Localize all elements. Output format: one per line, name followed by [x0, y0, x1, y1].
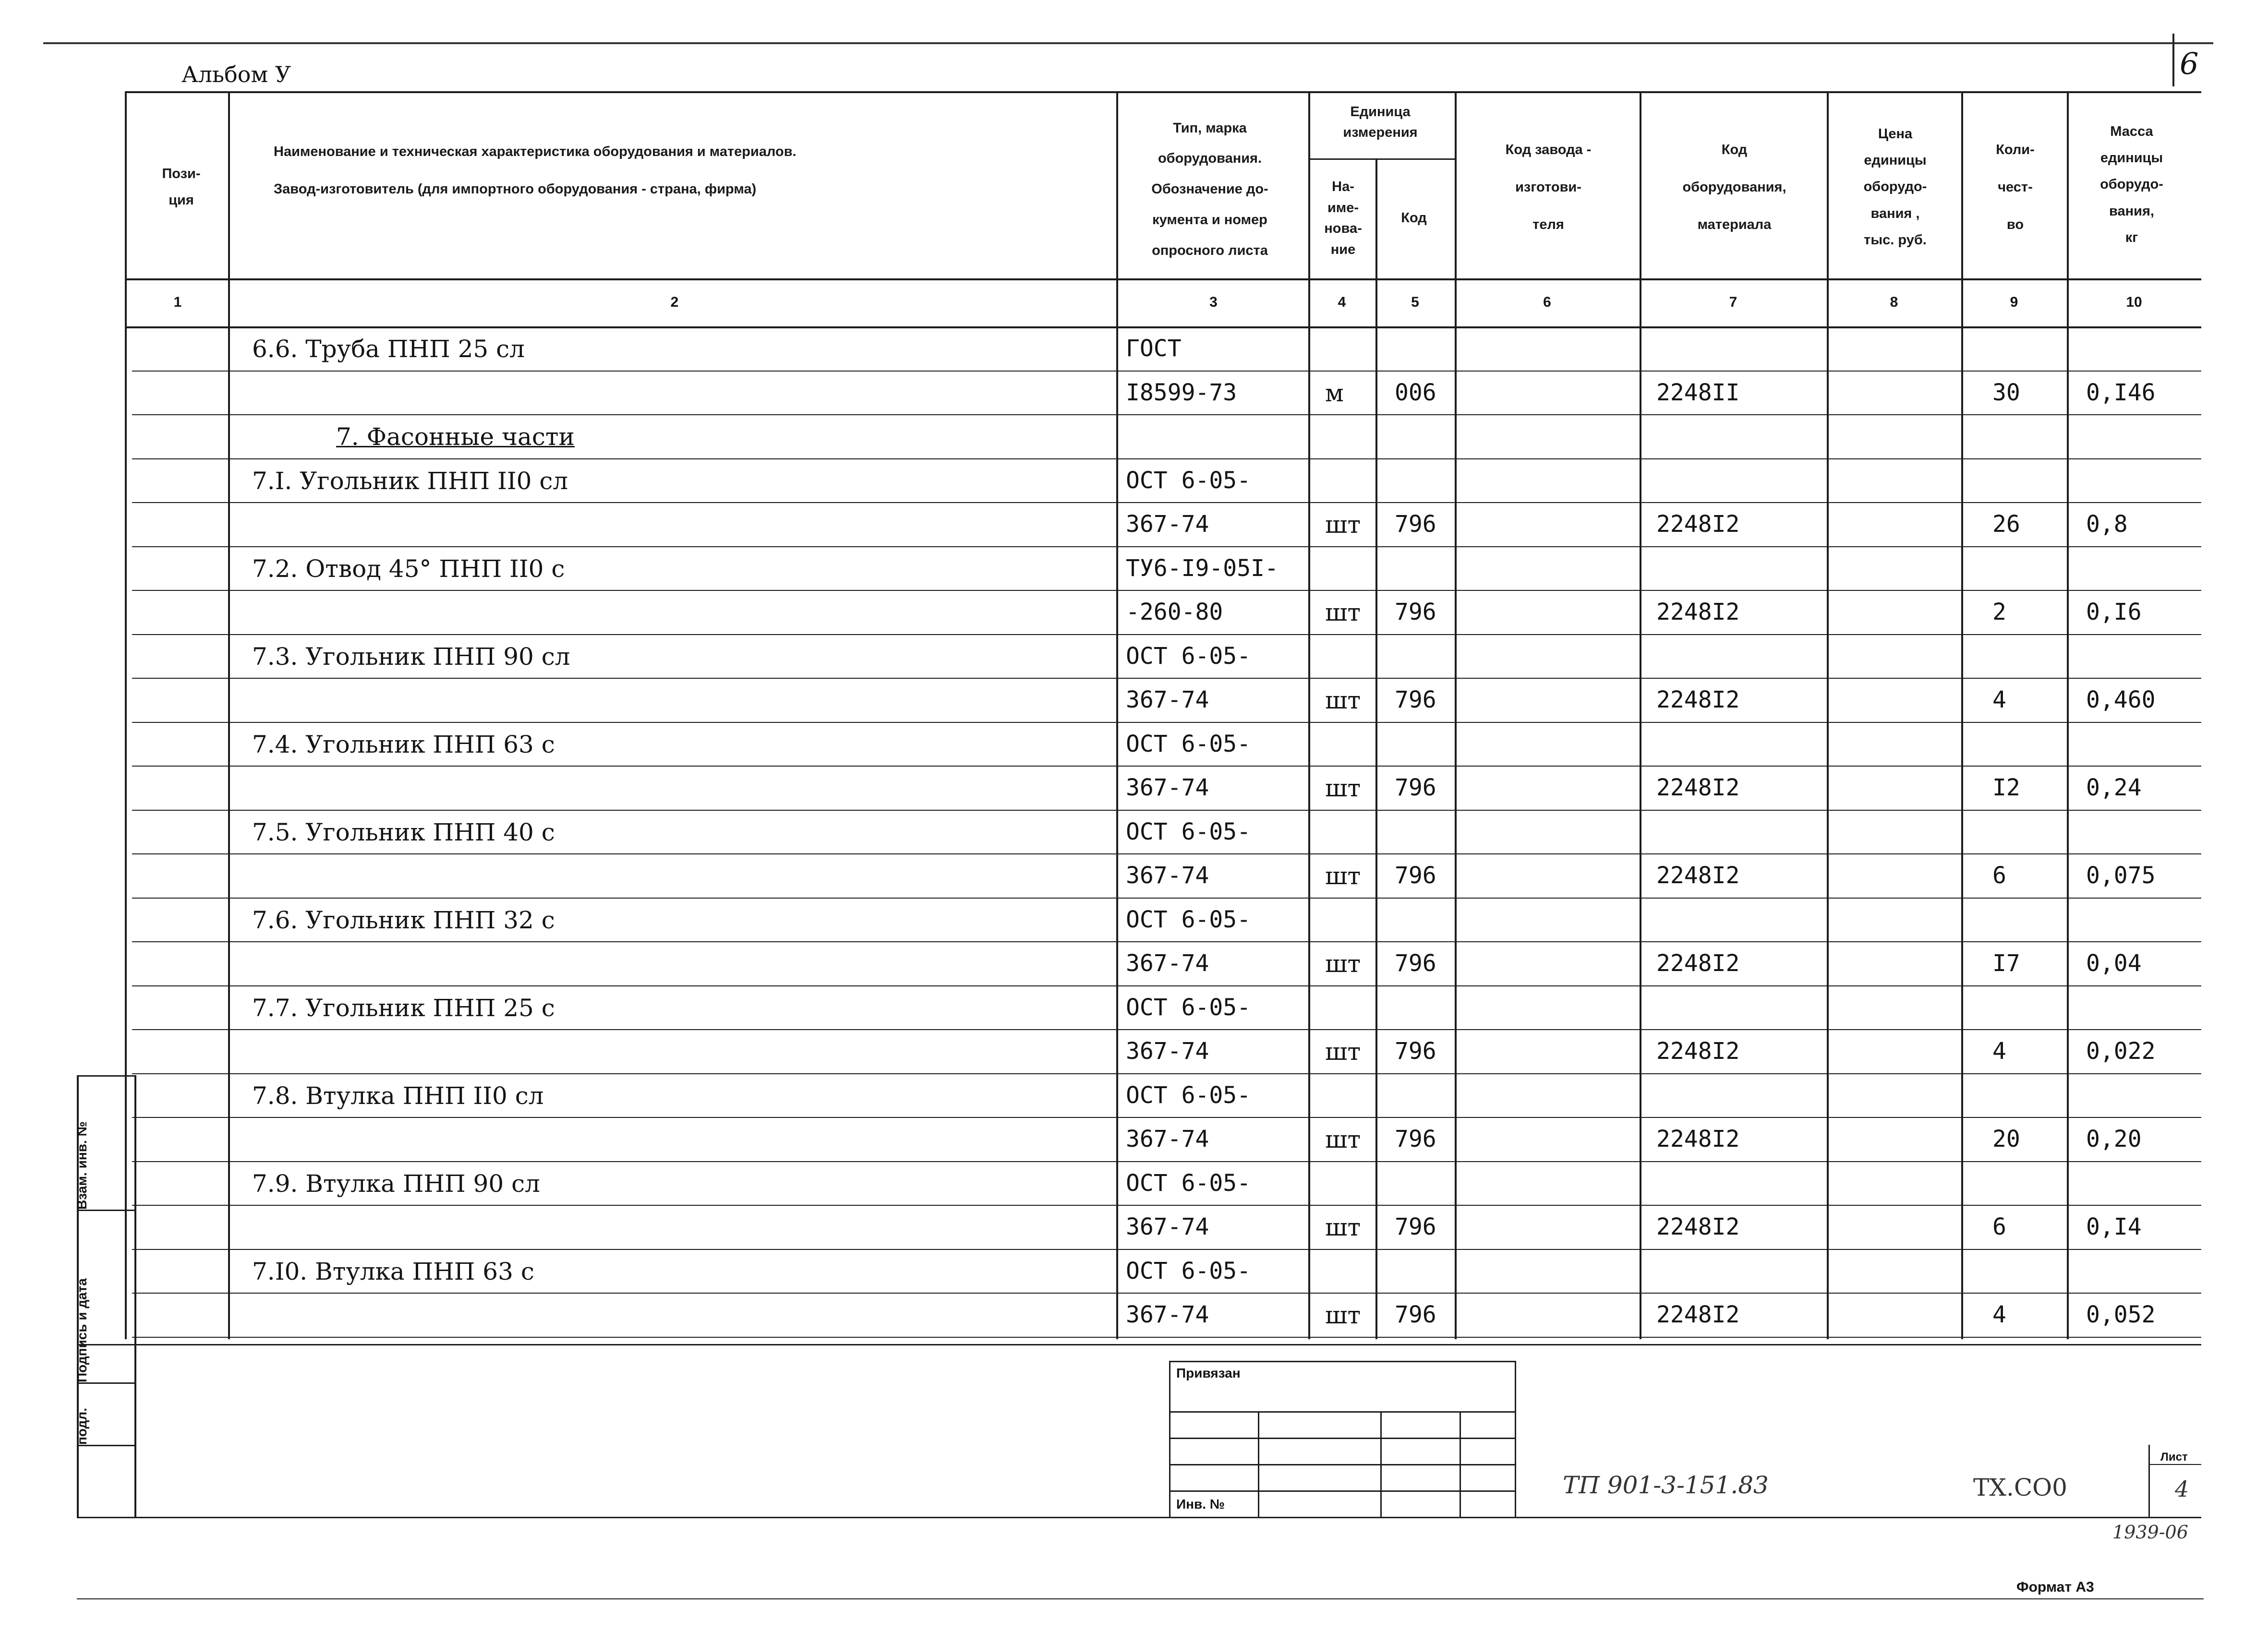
document-ref: ОСТ 6-05- [1126, 818, 1251, 845]
unit-mass: 0,I6 [2086, 599, 2142, 625]
format-line [77, 1598, 2204, 1599]
row-divider [132, 590, 2201, 591]
stamp-right [1515, 1361, 1516, 1517]
column-divider-mass [2067, 91, 2069, 1339]
unit-code: 796 [1395, 511, 1436, 538]
item-name: 7.9. Втулка ПНП 90 сл [252, 1170, 540, 1198]
column-number-1: 1 [173, 294, 182, 310]
unit-code: 796 [1395, 599, 1436, 625]
quantity: 26 [1992, 511, 2020, 538]
unit-mass: 0,460 [2086, 686, 2156, 713]
document-ref: 367-74 [1126, 511, 1209, 538]
document-ref: -260-80 [1126, 599, 1223, 625]
side-strip-right-edge [134, 1075, 136, 1517]
unit-name: шт [1325, 950, 1361, 978]
quantity: I2 [1992, 774, 2020, 801]
unit-name: м [1325, 379, 1344, 407]
unit-mass: 0,20 [2086, 1126, 2142, 1152]
row-divider [132, 1293, 2201, 1294]
row-divider [132, 1029, 2201, 1030]
side-label-podl: подл. [74, 1408, 89, 1445]
side-label-vzam: Взам. инв. № [74, 1121, 89, 1210]
row-divider [132, 1337, 2201, 1338]
unit-name: шт [1325, 686, 1361, 714]
column-number-4: 4 [1338, 294, 1346, 310]
equipment-code: 2248I2 [1656, 1038, 1740, 1065]
unit-code: 796 [1395, 774, 1436, 801]
row-divider [132, 678, 2201, 679]
column-divider-equip-code [1640, 91, 1641, 1339]
side-label-podpis: Подпись и дата [74, 1278, 89, 1382]
page-corner-number: 6 [2180, 46, 2199, 81]
column-number-6: 6 [1543, 294, 1551, 310]
document-ref: ОСТ 6-05- [1126, 1082, 1251, 1109]
unit-name: шт [1325, 511, 1361, 539]
quantity: 20 [1992, 1126, 2020, 1152]
unit-name: шт [1325, 1301, 1361, 1329]
header-position: Пози- ция [162, 166, 201, 208]
unit-code: 796 [1395, 1038, 1436, 1065]
item-name: 7.2. Отвод 45° ПНП II0 с [252, 555, 565, 583]
section-title: 7. Фасонные части [336, 423, 575, 451]
stamp-line-4 [1169, 1490, 1515, 1492]
header-unit-name: На- име- нова- ние [1324, 179, 1362, 257]
document-ref: 367-74 [1126, 1126, 1209, 1152]
item-name: 7.3. Угольник ПНП 90 сл [252, 643, 570, 671]
document-ref: ОСТ 6-05- [1126, 1170, 1251, 1197]
column-divider-unit-code [1375, 158, 1377, 1339]
column-number-3: 3 [1209, 294, 1218, 310]
row-divider [132, 853, 2201, 854]
header-bottom-border [125, 278, 2201, 280]
body-bottom-line [77, 1344, 2201, 1345]
unit-code: 796 [1395, 950, 1436, 977]
item-name: 7.I. Угольник ПНП II0 сл [252, 467, 568, 495]
unit-code: 796 [1395, 1213, 1436, 1240]
sheet-box-divider [2148, 1464, 2201, 1465]
row-divider [132, 1161, 2201, 1162]
unit-name: шт [1325, 1038, 1361, 1066]
side-strip-divider-3 [77, 1445, 134, 1446]
document-ref: 367-74 [1126, 686, 1209, 713]
document-code: ТП 901-3-151.83 [1563, 1471, 1769, 1499]
archive-number: 1939-06 [2112, 1522, 2188, 1543]
unit-mass: 0,075 [2086, 862, 2156, 889]
document-ref: 367-74 [1126, 1213, 1209, 1240]
column-divider-qty [1961, 91, 1963, 1339]
item-name: 7.I0. Втулка ПНП 63 с [252, 1258, 534, 1285]
column-divider-type [1116, 91, 1118, 1339]
unit-code: 796 [1395, 686, 1436, 713]
header-name: Наименование и техническая характеристика оборудования и материалов. Завод-изготовитель (для импортного оборудования - страна, фирма) [274, 144, 796, 197]
document-ref: ОСТ 6-05- [1126, 1258, 1251, 1284]
document-ref: ГОСТ [1126, 335, 1182, 362]
unit-code: 006 [1395, 379, 1436, 406]
equipment-code: 2248I2 [1656, 511, 1740, 538]
document-ref: ОСТ 6-05- [1126, 467, 1251, 494]
header-unit: Единица измерения [1343, 104, 1418, 140]
item-name: 7.7. Угольник ПНП 25 с [252, 994, 555, 1022]
table-top-border [125, 91, 2201, 93]
header-equipment-code: Код оборудования, материала [1682, 142, 1786, 233]
unit-name: шт [1325, 1126, 1361, 1153]
stamp-top [1169, 1361, 1515, 1362]
unit-code: 796 [1395, 862, 1436, 889]
row-divider [132, 502, 2201, 503]
column-number-8: 8 [1890, 294, 1898, 310]
quantity: 4 [1992, 1038, 2006, 1065]
equipment-code: 2248I2 [1656, 1126, 1740, 1152]
unit-mass: 0,052 [2086, 1301, 2156, 1328]
side-strip-divider-1 [77, 1210, 134, 1211]
row-divider [132, 1205, 2201, 1206]
row-divider [132, 414, 2201, 415]
equipment-code: 2248I2 [1656, 862, 1740, 889]
header-mass: Масса единицы оборудо- вания, кг [2100, 124, 2163, 245]
equipment-code: 2248I2 [1656, 599, 1740, 625]
unit-mass: 0,I4 [2086, 1213, 2142, 1240]
stamp-col-1 [1258, 1411, 1259, 1517]
format-label: Формат А3 [2016, 1579, 2094, 1595]
document-ref: ОСТ 6-05- [1126, 906, 1251, 933]
column-number-7: 7 [1729, 294, 1737, 310]
column-divider-unit-name [1308, 91, 1310, 1339]
column-divider-price [1827, 91, 1829, 1339]
equipment-code: 2248I2 [1656, 1301, 1740, 1328]
unit-name: шт [1325, 599, 1361, 626]
unit-mass: 0,022 [2086, 1038, 2156, 1065]
quantity: 6 [1992, 1213, 2006, 1240]
row-divider [132, 722, 2201, 723]
album-label: Альбом У [181, 61, 291, 87]
header-plant-code: Код завода - изготови- теля [1505, 142, 1592, 233]
sheet-number: 4 [2175, 1476, 2189, 1502]
equipment-code: 2248I2 [1656, 1213, 1740, 1240]
stamp-line-3 [1169, 1464, 1515, 1465]
unit-mass: 0,24 [2086, 774, 2142, 801]
row-divider [132, 371, 2201, 372]
item-name: 7.5. Угольник ПНП 40 с [252, 818, 555, 846]
unit-mass: 0,I46 [2086, 379, 2156, 406]
column-number-9: 9 [2010, 294, 2018, 310]
equipment-code: 2248I2 [1656, 774, 1740, 801]
side-strip-divider-2 [77, 1382, 134, 1384]
row-divider [132, 1117, 2201, 1118]
equipment-code: 2248II [1656, 379, 1740, 406]
document-ref: ОСТ 6-05- [1126, 643, 1251, 670]
row-divider [132, 766, 2201, 767]
header-price: Цена единицы оборудо- вания , тыс. руб. [1863, 126, 1927, 248]
stamp-inv-no: Инв. № [1176, 1497, 1225, 1512]
header-unit-code: Код [1401, 210, 1427, 226]
document-ref: 367-74 [1126, 1301, 1209, 1328]
quantity: 4 [1992, 686, 2006, 713]
unit-name: шт [1325, 1213, 1361, 1241]
stamp-line-2 [1169, 1438, 1515, 1439]
document-ref: 367-74 [1126, 774, 1209, 801]
header-quantity: Коли- чест- во [1996, 142, 2035, 233]
sheet-label: Лист [2160, 1451, 2188, 1464]
quantity: 4 [1992, 1301, 2006, 1328]
document-ref: ОСТ 6-05- [1126, 731, 1251, 757]
item-name: 7.6. Угольник ПНП 32 с [252, 906, 555, 934]
column-divider-plant-code [1455, 91, 1457, 1339]
row-divider [132, 326, 2201, 327]
unit-mass: 0,04 [2086, 950, 2142, 977]
column-number-5: 5 [1411, 294, 1419, 310]
stamp-left [1169, 1361, 1170, 1517]
item-name: 7.4. Угольник ПНП 63 с [252, 731, 555, 758]
side-strip-top [77, 1075, 134, 1077]
row-divider [132, 1073, 2201, 1074]
stamp-privyazan: Привязан [1176, 1366, 1241, 1380]
equipment-code: 2248I2 [1656, 686, 1740, 713]
item-name: 7.8. Втулка ПНП II0 сл [252, 1082, 544, 1110]
unit-mass: 0,8 [2086, 511, 2128, 538]
quantity: 30 [1992, 379, 2020, 406]
unit-subheader-line [1308, 158, 1455, 160]
unit-name: шт [1325, 862, 1361, 890]
document-ref: 367-74 [1126, 862, 1209, 889]
row-divider [132, 810, 2201, 811]
sheet-top-line [43, 42, 2213, 44]
document-ref: 367-74 [1126, 950, 1209, 977]
document-ref: ТУ6-I9-05I- [1126, 555, 1279, 582]
quantity: 2 [1992, 599, 2006, 625]
row-divider [132, 1249, 2201, 1250]
page-corner-bar [2172, 34, 2174, 86]
column-divider-name [228, 91, 230, 1339]
stamp-col-2 [1380, 1411, 1382, 1517]
row-divider [132, 985, 2201, 986]
document-ref: 367-74 [1126, 1038, 1209, 1065]
stamp-line-1 [1169, 1411, 1515, 1413]
document-suffix: ТХ.СО0 [1973, 1474, 2067, 1501]
row-divider [132, 634, 2201, 635]
document-ref: ОСТ 6-05- [1126, 994, 1251, 1021]
unit-code: 796 [1395, 1126, 1436, 1152]
sheet-bottom-frame [77, 1517, 2201, 1518]
header-type-mark: Тип, марка оборудования. Обозначение до- кумента и номер опросного листа [1151, 120, 1268, 258]
unit-name: шт [1325, 774, 1361, 802]
row-divider [132, 546, 2201, 547]
equipment-code: 2248I2 [1656, 950, 1740, 977]
sheet-box-left [2148, 1445, 2150, 1517]
row-divider [132, 898, 2201, 899]
quantity: 6 [1992, 862, 2006, 889]
row-divider [132, 941, 2201, 942]
quantity: I7 [1992, 950, 2020, 977]
column-number-2: 2 [670, 294, 679, 310]
column-divider-position [125, 91, 127, 1339]
item-name: 6.6. Труба ПНП 25 сл [252, 335, 525, 363]
document-ref: I8599-73 [1126, 379, 1237, 406]
row-divider [132, 458, 2201, 459]
column-number-10: 10 [2126, 294, 2142, 310]
stamp-col-3 [1460, 1411, 1461, 1517]
unit-code: 796 [1395, 1301, 1436, 1328]
